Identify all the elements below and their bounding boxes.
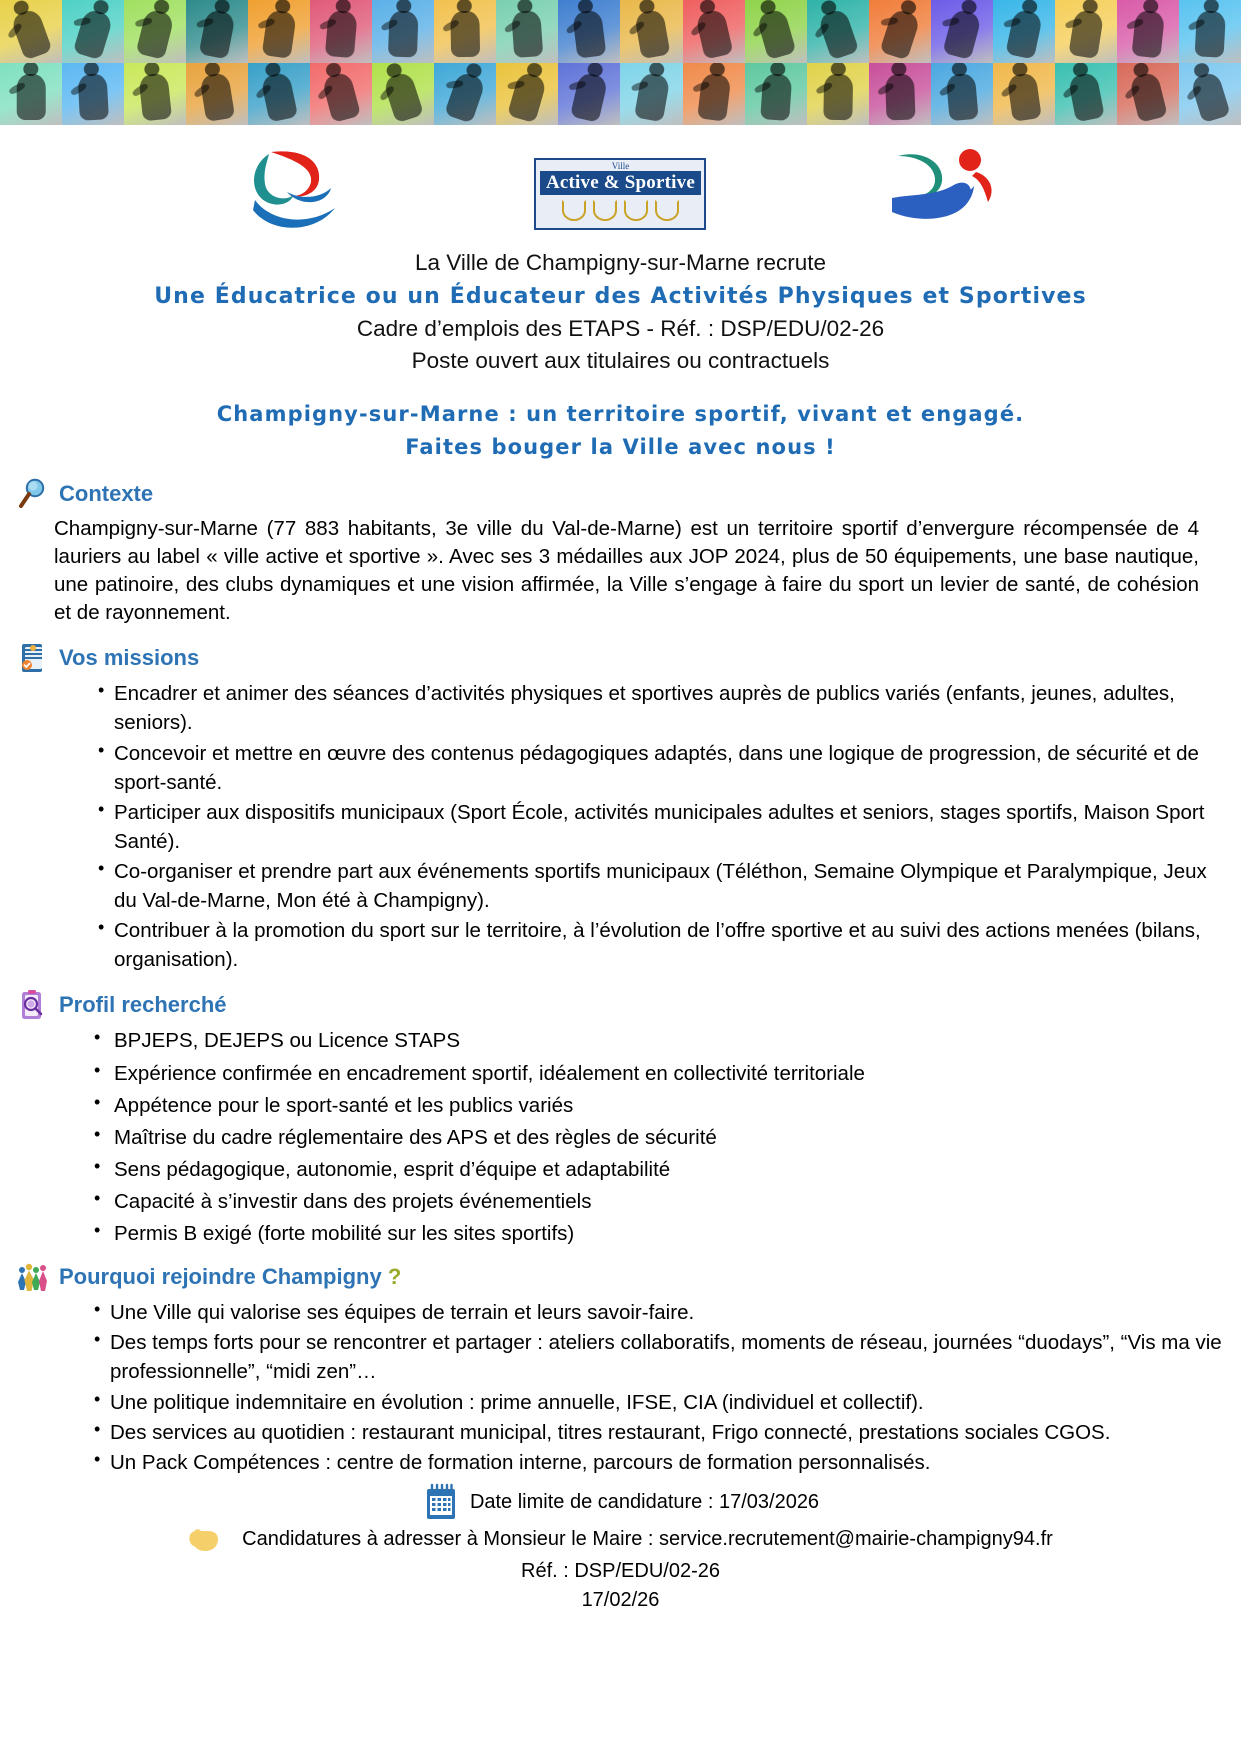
job-title: Une Éducatrice ou un Éducateur des Activités Physiques et Sportives [154, 283, 1087, 309]
athlete-silhouette-icon [321, 71, 361, 123]
athlete-silhouette-icon [879, 8, 920, 61]
ville-active-et-sportive-label [534, 158, 706, 230]
banner-photo-tile [869, 63, 931, 126]
section-contexte [16, 477, 1225, 627]
banner-photo-tile [931, 63, 993, 126]
banner-photo-tile [558, 0, 620, 63]
vas-top-word: Ville [611, 161, 630, 171]
recruiter-line: La Ville de Champigny-sur-Marne recrute [414, 250, 827, 275]
athlete-silhouette-icon [507, 71, 547, 123]
athlete-silhouette-icon [1190, 71, 1231, 124]
athlete-silhouette-icon [325, 10, 357, 59]
list-item: • Participer aux dispositifs municipaux (Sport École, activités municipales adultes et seniors, stages sportifs, Maison Sport Santé). [98, 798, 1225, 856]
list-item: • Un Pack Compétences : centre de formation interne, parcours de formation personnalisés. [94, 1448, 1225, 1477]
list-item: • Co-organiser et prendre part aux événements sportifs municipaux (Téléthon, Semaine Olympique et Paralympique, Jeux du Val-de-Marne, Mon été à Champigny). [98, 857, 1225, 915]
banner-photo-tile [124, 0, 186, 63]
list-item: • Une Ville qui valorise ses équipes de terrain et leurs savoir-faire. [94, 1298, 1225, 1327]
banner-photo-tile [620, 63, 682, 126]
section-pourquoi-title-text: Pourquoi rejoindre Champigny [59, 1264, 382, 1290]
list-item: • Appétence pour le sport-santé et les publics variés [94, 1091, 1225, 1120]
slogan-line-1: Champigny-sur-Marne : un territoire sportif, vivant et engagé. [216, 401, 1025, 426]
ville-active-sportive-logo-slot [534, 158, 706, 230]
deadline-row [16, 1483, 1225, 1523]
banner-photo-tile [434, 0, 496, 63]
clipboard-search-icon [16, 988, 50, 1022]
footer-block [16, 1483, 1225, 1615]
list-item: • Maîtrise du cadre réglementaire des APS et des règles de sécurité [94, 1123, 1225, 1152]
banner-photo-tile [807, 63, 869, 126]
list-item: • Sens pédagogique, autonomie, esprit d’équipe et adaptabilité [94, 1155, 1225, 1184]
athlete-silhouette-icon [199, 72, 234, 122]
profil-list [16, 1026, 1225, 1248]
list-item: • Capacité à s’investir dans des projets événementiels [94, 1187, 1225, 1216]
laurel-icon [624, 200, 648, 221]
pourquoi-list [16, 1298, 1225, 1477]
missions-list [16, 679, 1225, 974]
banner-photo-tile [310, 0, 372, 63]
athlete-silhouette-icon [17, 74, 46, 120]
athlete-silhouette-icon [633, 72, 669, 123]
athlete-silhouette-icon [942, 8, 982, 60]
banner-photo-tile [186, 63, 248, 126]
athlete-silhouette-icon [444, 70, 486, 123]
list-item: • Permis B exigé (forte mobilité sur les sites sportifs) [94, 1219, 1225, 1248]
athlete-silhouette-icon [1006, 72, 1041, 122]
banner-photo-tile [1179, 0, 1241, 63]
list-item: • Des services au quotidien : restaurant municipal, titres restaurant, Frigo connecté, prestations sociales CGOS. [94, 1418, 1225, 1447]
question-mark: ? [387, 1264, 402, 1290]
athlete-silhouette-icon [1194, 11, 1225, 59]
banner-photo-tile [745, 63, 807, 126]
banner-photo-tile [807, 0, 869, 63]
athlete-silhouette-icon [1131, 10, 1164, 59]
athlete-silhouette-icon [756, 8, 796, 60]
apply-row [16, 1523, 1225, 1557]
athlete-silhouette-icon [946, 73, 978, 122]
athlete-silhouette-icon [139, 72, 172, 121]
section-pourquoi-title [59, 1264, 401, 1290]
banner-photo-tile [931, 0, 993, 63]
magnifying-glass-icon [16, 477, 50, 511]
laurel-icon [655, 200, 679, 221]
banner-photo-tile [62, 0, 124, 63]
athlete-silhouette-icon [633, 9, 669, 60]
banner-photo-tile [372, 63, 434, 126]
calendar-icon [422, 1483, 460, 1523]
footer-reference: Réf. : DSP/EDU/02-26 [521, 1559, 720, 1582]
banner-photo-tile [0, 0, 62, 63]
section-contexte-title: Contexte [59, 481, 154, 507]
section-profil-title: Profil recherché [59, 992, 227, 1018]
sport-runner-logo [876, 146, 1006, 242]
section-pourquoi [16, 1260, 1225, 1477]
job-offer-content [0, 477, 1241, 1615]
banner-photo-tile [683, 0, 745, 63]
athlete-silhouette-icon [1128, 71, 1167, 123]
athlete-silhouette-icon [136, 8, 175, 60]
pointing-hand-icon [188, 1523, 230, 1557]
sports-photo-collage-banner [0, 0, 1241, 125]
banner-photo-tile [0, 63, 62, 126]
athlete-silhouette-icon [572, 10, 606, 59]
vas-laurel-group [562, 200, 679, 221]
banner-photo-tile [1179, 63, 1241, 126]
list-item: • Concevoir et mettre en œuvre des contenus pédagogiques adaptés, dans une logique de progression, de sécurité et de sport-santé. [98, 739, 1225, 797]
athlete-silhouette-icon [570, 71, 608, 122]
athlete-silhouette-icon [10, 8, 53, 61]
athlete-silhouette-icon [262, 9, 297, 59]
banner-photo-tile [620, 0, 682, 63]
list-item: • Expérience confirmée en encadrement sportif, idéalement en collectivité territoriale [94, 1059, 1225, 1088]
banner-photo-tile [745, 0, 807, 63]
list-item: • Une politique indemnitaire en évolution : prime annuelle, IFSE, CIA (individuel et collectif). [94, 1388, 1225, 1417]
athlete-silhouette-icon [1067, 71, 1104, 122]
banner-photo-tile [124, 63, 186, 126]
job-title-block [0, 247, 1241, 378]
banner-photo-tile [248, 63, 310, 126]
banner-photo-tile [186, 0, 248, 63]
athlete-silhouette-icon [697, 72, 731, 121]
contexte-paragraph: Champigny-sur-Marne (77 883 habitants, 3e ville du Val-de-Marne) est un territoire sportif d’envergure récompensée de 4 lauriers au label « ville active et sportive ». Avec ses 3 médailles aux JOP 2024, plus de 50 équipements, une base nautique, une patinoire, des clubs dynamiques et une vision affirmée, la Ville s’engage à faire du sport un levier de santé, de cohésion et de rayonnement. [54, 517, 1199, 625]
apply-text: Candidatures à adresser à Monsieur le Maire : service.recrutement@mairie-champigny94.fr [242, 1528, 1053, 1551]
banner-photo-tile [248, 0, 310, 63]
people-group-icon [16, 1260, 50, 1294]
banner-photo-tile [310, 63, 372, 126]
banner-photo-tile [869, 0, 931, 63]
banner-photo-tile [1117, 0, 1179, 63]
footer-date: 17/02/26 [581, 1588, 660, 1611]
banner-photo-tile [496, 63, 558, 126]
banner-photo-tile [1055, 0, 1117, 63]
athlete-silhouette-icon [694, 9, 732, 60]
athlete-silhouette-icon [1068, 9, 1103, 59]
athlete-silhouette-icon [383, 70, 424, 123]
list-item: • Des temps forts pour se rencontrer et partager : ateliers collaboratifs, moments de réseau, journées “duodays”, “Vis ma vie professionnelle”, “midi zen”… [94, 1328, 1225, 1386]
banner-photo-tile [1055, 63, 1117, 126]
section-contexte-header [16, 477, 1225, 511]
deadline-text: Date limite de candidature : 17/03/2026 [469, 1491, 820, 1514]
banner-photo-tile [1117, 63, 1179, 126]
banner-photo-tile [993, 63, 1055, 126]
athlete-silhouette-icon [73, 8, 114, 61]
section-missions-header [16, 641, 1225, 675]
banner-photo-tile [372, 0, 434, 63]
banner-photo-tile [993, 0, 1055, 63]
athlete-silhouette-icon [1005, 9, 1043, 60]
banner-photo-tile [683, 63, 745, 126]
section-pourquoi-header [16, 1260, 1225, 1294]
clipboard-book-icon [16, 641, 50, 675]
laurel-icon [562, 200, 586, 221]
banner-photo-tile [62, 63, 124, 126]
athlete-silhouette-icon [451, 11, 480, 58]
section-missions [16, 641, 1225, 974]
section-profil-header [16, 988, 1225, 1022]
job-grade-reference: Cadre d’emplois des ETAPS - Réf. : DSP/EDU/02-26 [356, 315, 885, 341]
list-item: • Encadrer et animer des séances d’activités physiques et sportives auprès de publics variés (enfants, jeunes, adultes, seniors). [98, 679, 1225, 737]
slogan-block [0, 398, 1241, 465]
champigny-sur-marne-logo [235, 146, 365, 242]
list-item: • Contribuer à la promotion du sport sur le territoire, à l’évolution de l’offre sportive et au suivi des actions menées (bilans, organisation). [98, 916, 1225, 974]
slogan-line-2: Faites bouger la Ville avec nous ! [405, 435, 836, 460]
athlete-silhouette-icon [78, 73, 109, 121]
athlete-silhouette-icon [760, 73, 792, 121]
banner-photo-tile [496, 0, 558, 63]
logo-row [0, 125, 1241, 245]
list-item: • BPJEPS, DEJEPS ou Licence STAPS [94, 1026, 1225, 1055]
athlete-silhouette-icon [199, 9, 236, 60]
athlete-silhouette-icon [817, 8, 859, 61]
vas-main-text: Active & Sportive [540, 171, 701, 195]
athlete-silhouette-icon [823, 74, 852, 121]
banner-photo-tile [434, 63, 496, 126]
laurel-icon [593, 200, 617, 221]
section-profil [16, 988, 1225, 1248]
athlete-silhouette-icon [512, 10, 544, 58]
athlete-silhouette-icon [388, 11, 418, 58]
athlete-silhouette-icon [885, 73, 915, 120]
runner-logo-slot [876, 146, 1006, 242]
banner-photo-tile [558, 63, 620, 126]
section-missions-title: Vos missions [59, 645, 200, 671]
champigny-logo-slot [235, 146, 365, 242]
athlete-silhouette-icon [260, 71, 298, 122]
job-openness: Poste ouvert aux titulaires ou contractuels [411, 348, 830, 374]
